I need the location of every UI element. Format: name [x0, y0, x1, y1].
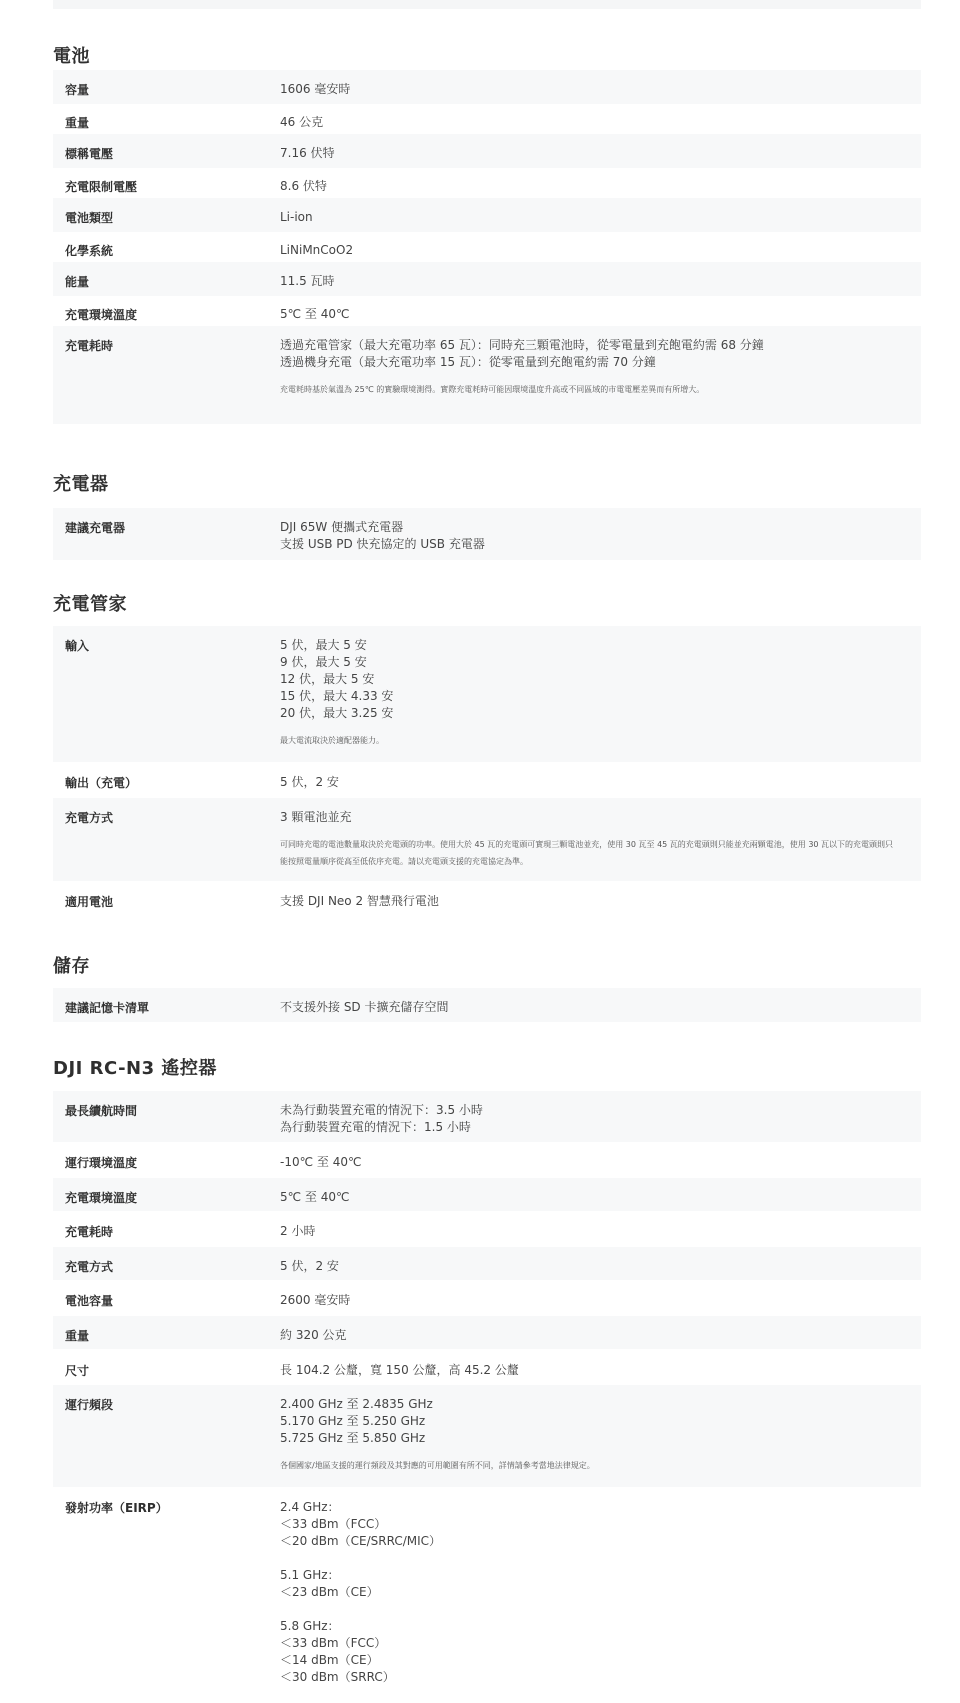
spec-value-line: ＜33 dBm（FCC）	[280, 1636, 387, 1650]
spec-value-line: 5.8 GHz：	[280, 1619, 340, 1633]
spec-value-line: 15 伏，最大 4.33 安	[280, 689, 394, 703]
spec-value	[280, 1223, 900, 1240]
spec-value	[280, 1292, 900, 1309]
spec-value	[280, 145, 900, 162]
spec-row	[53, 231, 921, 263]
spec-value-line: 2 小時	[280, 1224, 316, 1238]
spec-value-line: 20 伏，最大 3.25 安	[280, 706, 394, 720]
spec-row	[53, 167, 921, 199]
spec-row	[53, 1247, 921, 1280]
spec-value-line: 1606 毫安時	[280, 82, 351, 96]
spec-value	[280, 337, 900, 398]
spec-value-line: LiNiMnCoO2	[280, 243, 354, 257]
spec-row	[53, 262, 921, 296]
spec-label: 發射功率（EIRP）	[65, 1501, 168, 1515]
spec-value-line: 5.170 GHz 至 5.250 GHz	[280, 1414, 426, 1428]
spec-value-line: 2.4 GHz：	[280, 1500, 340, 1514]
section-title-storage: 儲存	[53, 956, 90, 977]
spec-value-line: 3 顆電池並充	[280, 810, 352, 824]
spec-value-line: 5 伏，最大 5 安	[280, 638, 367, 652]
spec-label: 尺寸	[65, 1364, 90, 1378]
spec-label: 輸出（充電）	[65, 776, 138, 790]
spec-value	[280, 1396, 900, 1474]
spec-row	[53, 1091, 921, 1142]
spec-value	[280, 1362, 900, 1379]
spec-footnote: 可同時充電的電池數量取決於充電頭的功率。使用大於 45 瓦的充電頭可實現三顆電池並充，使用 30 瓦至 45 瓦的充電頭則只能並充兩顆電池，使用 30 瓦以下的充電頭則只能按照電量順序從高至低依序充電。請以充電頭支援的充電協定為準。	[280, 840, 894, 866]
spec-value	[280, 81, 900, 98]
spec-value-line: 透過充電管家（最大充電功率 65 瓦）：同時充三顆電池時，從零電量到充飽電約需 68 分鐘	[280, 338, 764, 352]
spec-value	[280, 1102, 900, 1136]
spec-value-spacer	[280, 1550, 900, 1567]
spec-label: 充電環境溫度	[65, 1191, 138, 1205]
spec-value	[280, 1154, 900, 1171]
spec-row	[53, 1143, 921, 1177]
spec-value-line: DJI 65W 便攜式充電器	[280, 520, 404, 534]
spec-value-line: 為行動裝置充電的情況下：1.5 小時	[280, 1120, 471, 1134]
spec-footnote: 充電耗時基於氣溫為 25℃ 的實驗環境測得。實際充電耗時可能因環境溫度升高或不同區域的市電電壓差異而有所增大。	[280, 385, 705, 394]
spec-footnote: 各個國家/地區支援的運行頻段及其對應的可用範圍有所不同，詳情請參考當地法律規定。	[280, 1461, 595, 1470]
spec-label: 充電耗時	[65, 339, 114, 353]
spec-value-line: 11.5 瓦時	[280, 274, 335, 288]
spec-value-line: 5 伏，2 安	[280, 1259, 339, 1273]
spec-label: 重量	[65, 1329, 90, 1343]
spec-value	[280, 999, 900, 1016]
section-title-charging_hub: 充電管家	[53, 594, 127, 615]
spec-value-spacer	[280, 1601, 900, 1618]
spec-value-line: 5℃ 至 40℃	[280, 307, 350, 321]
spec-value-line: 12 伏，最大 5 安	[280, 672, 375, 686]
spec-value	[280, 1499, 900, 1686]
spec-row	[53, 1281, 921, 1314]
spec-label: 運行環境溫度	[65, 1156, 138, 1170]
spec-label: 充電方式	[65, 811, 114, 825]
spec-label: 充電限制電壓	[65, 180, 138, 194]
spec-row	[53, 763, 921, 796]
spec-row	[53, 134, 921, 168]
spec-value-line: 2600 毫安時	[280, 1293, 351, 1307]
spec-label: 能量	[65, 275, 90, 289]
spec-value	[280, 774, 900, 791]
spec-value-line: 長 104.2 公釐，寬 150 公釐，高 45.2 公釐	[280, 1363, 519, 1377]
spec-value-line: 5.1 GHz：	[280, 1568, 340, 1582]
spec-value-line: 5℃ 至 40℃	[280, 1190, 350, 1204]
spec-label: 充電環境溫度	[65, 308, 138, 322]
spec-label: 電池類型	[65, 211, 114, 225]
spec-value-line: -10℃ 至 40℃	[280, 1155, 362, 1169]
spec-label: 運行頻段	[65, 1398, 114, 1412]
section-title-rc: DJI RC-N3 遙控器	[53, 1058, 217, 1079]
spec-row	[53, 103, 921, 135]
spec-label: 容量	[65, 83, 90, 97]
spec-value-line: Li-ion	[280, 210, 313, 224]
spec-value-line: ＜23 dBm（CE）	[280, 1585, 379, 1599]
spec-row	[53, 295, 921, 327]
spec-row	[53, 882, 921, 916]
spec-value	[280, 1189, 900, 1206]
spec-value-line: 支援 DJI Neo 2 智慧飛行電池	[280, 894, 439, 908]
spec-value-line: 5.725 GHz 至 5.850 GHz	[280, 1431, 426, 1445]
spec-value-line: 支援 USB PD 快充協定的 USB 充電器	[280, 537, 485, 551]
spec-row	[53, 1178, 921, 1211]
spec-row	[53, 70, 921, 104]
spec-value-line: 8.6 伏特	[280, 179, 327, 193]
spec-footnote: 最大電流取決於適配器能力。	[280, 736, 384, 745]
spec-value-line: ＜20 dBm（CE/SRRC/MIC）	[280, 1534, 442, 1548]
spec-label: 標稱電壓	[65, 147, 114, 161]
spec-value-line: 約 320 公克	[280, 1328, 347, 1342]
spec-value-line: 9 伏，最大 5 安	[280, 655, 367, 669]
spec-value	[280, 306, 900, 323]
spec-label: 輸入	[65, 639, 90, 653]
spec-row	[53, 1488, 921, 1703]
spec-value	[280, 809, 900, 870]
spec-value-line: ＜30 dBm（SRRC）	[280, 1670, 395, 1684]
spec-value	[280, 209, 900, 226]
spec-value-line: ＜14 dBm（CE）	[280, 1653, 379, 1667]
spec-value	[280, 893, 900, 910]
spec-value-line: 不支援外接 SD 卡擴充儲存空間	[280, 1000, 449, 1014]
spec-label: 充電耗時	[65, 1225, 114, 1239]
spec-value	[280, 519, 900, 553]
spec-value	[280, 1327, 900, 1344]
spec-row	[53, 798, 921, 881]
spec-value	[280, 114, 900, 131]
spec-label: 適用電池	[65, 895, 114, 909]
spec-value-line: 透過機身充電（最大充電功率 15 瓦）：從零電量到充飽電約需 70 分鐘	[280, 355, 656, 369]
spec-value	[280, 1258, 900, 1275]
spec-row	[53, 1316, 921, 1349]
spec-label: 充電方式	[65, 1260, 114, 1274]
spec-value-line: 5 伏，2 安	[280, 775, 339, 789]
spec-row	[53, 508, 921, 560]
spec-row	[53, 626, 921, 762]
spec-label: 化學系統	[65, 244, 114, 258]
section-title-battery: 電池	[53, 46, 90, 67]
spec-value	[280, 178, 900, 195]
spec-row	[53, 1212, 921, 1245]
spec-value-line: 46 公克	[280, 115, 324, 129]
spec-label: 建議記憶卡清單	[65, 1001, 150, 1015]
spec-value-line: 2.400 GHz 至 2.4835 GHz	[280, 1397, 433, 1411]
spec-label: 重量	[65, 116, 90, 130]
spec-label: 建議充電器	[65, 521, 126, 535]
spec-value	[280, 637, 900, 749]
spec-row	[53, 198, 921, 232]
spec-value-line: ＜33 dBm（FCC）	[280, 1517, 387, 1531]
section-title-charger: 充電器	[53, 474, 109, 495]
spec-row	[53, 326, 921, 424]
spec-value-line: 未為行動裝置充電的情況下：3.5 小時	[280, 1103, 483, 1117]
spec-row	[53, 1351, 921, 1384]
spec-value-line: 7.16 伏特	[280, 146, 335, 160]
previous-section-edge	[53, 0, 921, 9]
spec-label: 最長續航時間	[65, 1104, 138, 1118]
spec-row	[53, 1385, 921, 1487]
spec-value	[280, 273, 900, 290]
spec-label: 電池容量	[65, 1294, 114, 1308]
spec-row	[53, 988, 921, 1022]
spec-value	[280, 242, 900, 259]
